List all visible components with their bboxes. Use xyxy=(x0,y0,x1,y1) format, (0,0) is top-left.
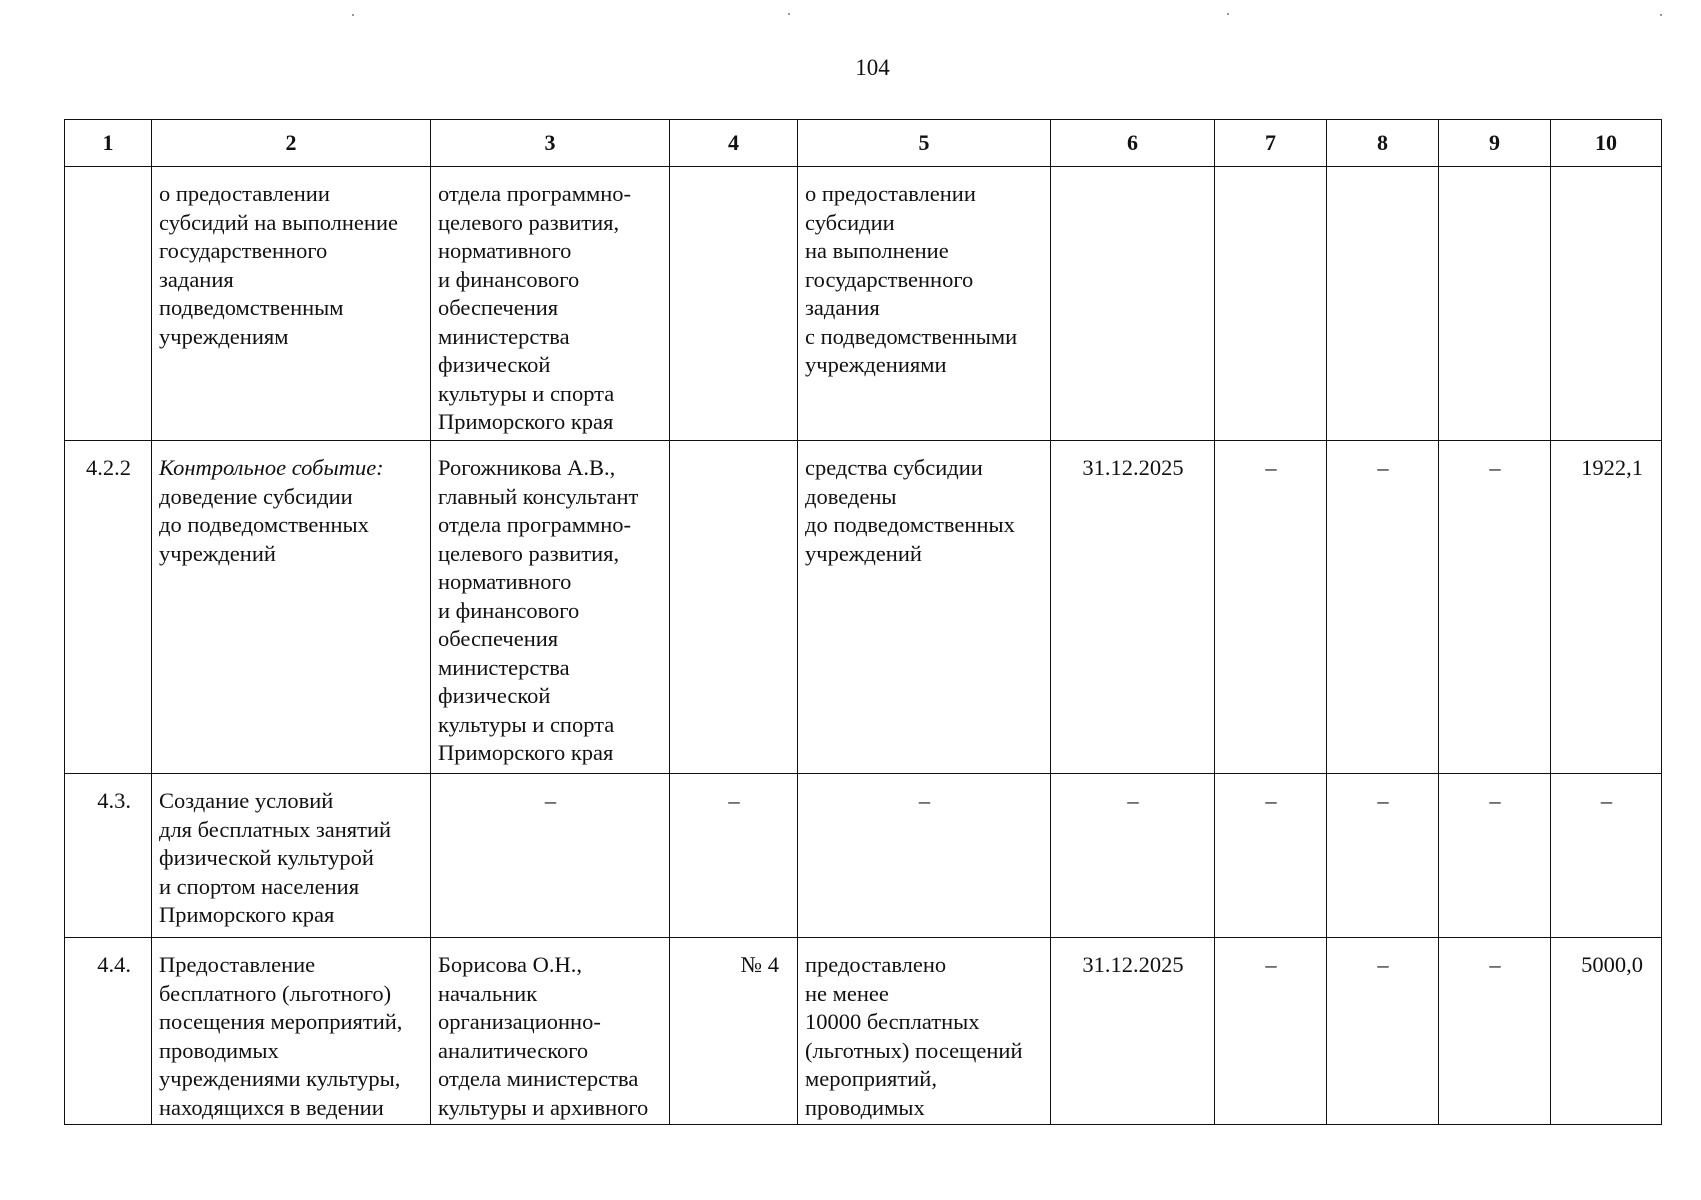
funding-cell: – xyxy=(1327,938,1439,1125)
responsible-person: отдела программно- целевого развития, нормативного и финансового обеспечения министерства физической культуры и спорта Приморского края xyxy=(431,167,670,441)
deadline: 31.12.2025 xyxy=(1051,938,1215,1125)
table-row xyxy=(65,774,1662,938)
item-number: 4.3. xyxy=(65,774,152,938)
column-header: 7 xyxy=(1215,120,1327,167)
item-number: 4.4. xyxy=(65,938,152,1125)
page-number: 104 xyxy=(855,55,890,80)
table-header-row xyxy=(65,120,1662,167)
column-header: 1 xyxy=(65,120,152,167)
deadline: 31.12.2025 xyxy=(1051,441,1215,774)
expected-result: о предоставлении субсидии на выполнение государственного задания с подведомственными учреждениями xyxy=(798,167,1051,441)
funding-cell: – xyxy=(1327,774,1439,938)
expected-result: средства субсидии доведены до подведомственных учреждений xyxy=(798,441,1051,774)
funding-cell: – xyxy=(1215,938,1327,1125)
funding-cell: – xyxy=(1215,441,1327,774)
responsible-person: Рогожникова А.В., главный консультант отдела программно- целевого развития, нормативного и финансового обеспечения министерства физической культуры и спорта Приморского края xyxy=(431,441,670,774)
funding-cell xyxy=(1439,167,1551,441)
funding-cell: – xyxy=(1439,938,1551,1125)
scan-speck xyxy=(788,13,790,15)
table-row xyxy=(65,938,1662,1125)
deadline: – xyxy=(1051,774,1215,938)
item-number xyxy=(65,167,152,441)
indicator-ref: – xyxy=(670,774,798,938)
scan-speck xyxy=(1227,13,1229,15)
funding-cell xyxy=(1327,167,1439,441)
funding-cell: – xyxy=(1327,441,1439,774)
table-row xyxy=(65,167,1662,441)
funding-cell: – xyxy=(1439,441,1551,774)
funding-total: – xyxy=(1551,774,1662,938)
funding-total: 1922,1 xyxy=(1551,441,1662,774)
funding-cell: – xyxy=(1215,774,1327,938)
funding-cell: – xyxy=(1439,774,1551,938)
item-title: Создание условий для бесплатных занятий физической культурой и спортом населения Приморского края xyxy=(152,774,431,938)
indicator-ref: № 4 xyxy=(670,938,798,1125)
funding-cell xyxy=(1215,167,1327,441)
deadline xyxy=(1051,167,1215,441)
indicator-ref xyxy=(670,441,798,774)
column-header: 9 xyxy=(1439,120,1551,167)
responsible-person: Борисова О.Н., начальник организационно- аналитического отдела министерства культуры и архивного xyxy=(431,938,670,1125)
responsible-person: – xyxy=(431,774,670,938)
item-title: Предоставление бесплатного (льготного) посещения мероприятий, проводимых учреждениями культуры, находящихся в ведении xyxy=(152,938,431,1125)
item-title: Контрольное событие: доведение субсидии до подведомственных учреждений xyxy=(152,441,431,774)
indicator-ref xyxy=(670,167,798,441)
funding-total xyxy=(1551,167,1662,441)
item-number: 4.2.2 xyxy=(65,441,152,774)
column-header: 8 xyxy=(1327,120,1439,167)
item-title: о предоставлении субсидий на выполнение государственного задания подведомственным учреждениям xyxy=(152,167,431,441)
column-header: 2 xyxy=(152,120,431,167)
funding-total: 5000,0 xyxy=(1551,938,1662,1125)
scan-speck xyxy=(352,14,354,16)
column-header: 5 xyxy=(798,120,1051,167)
control-event-label: Контрольное событие: xyxy=(159,455,384,480)
table-row xyxy=(65,441,1662,774)
column-header: 3 xyxy=(431,120,670,167)
column-header: 10 xyxy=(1551,120,1662,167)
expected-result: предоставлено не менее 10000 бесплатных (льготных) посещений мероприятий, проводимых xyxy=(798,938,1051,1125)
column-header: 6 xyxy=(1051,120,1215,167)
scan-speck xyxy=(1660,14,1662,16)
column-header: 4 xyxy=(670,120,798,167)
expected-result: – xyxy=(798,774,1051,938)
activity-plan-table xyxy=(64,119,1662,1125)
